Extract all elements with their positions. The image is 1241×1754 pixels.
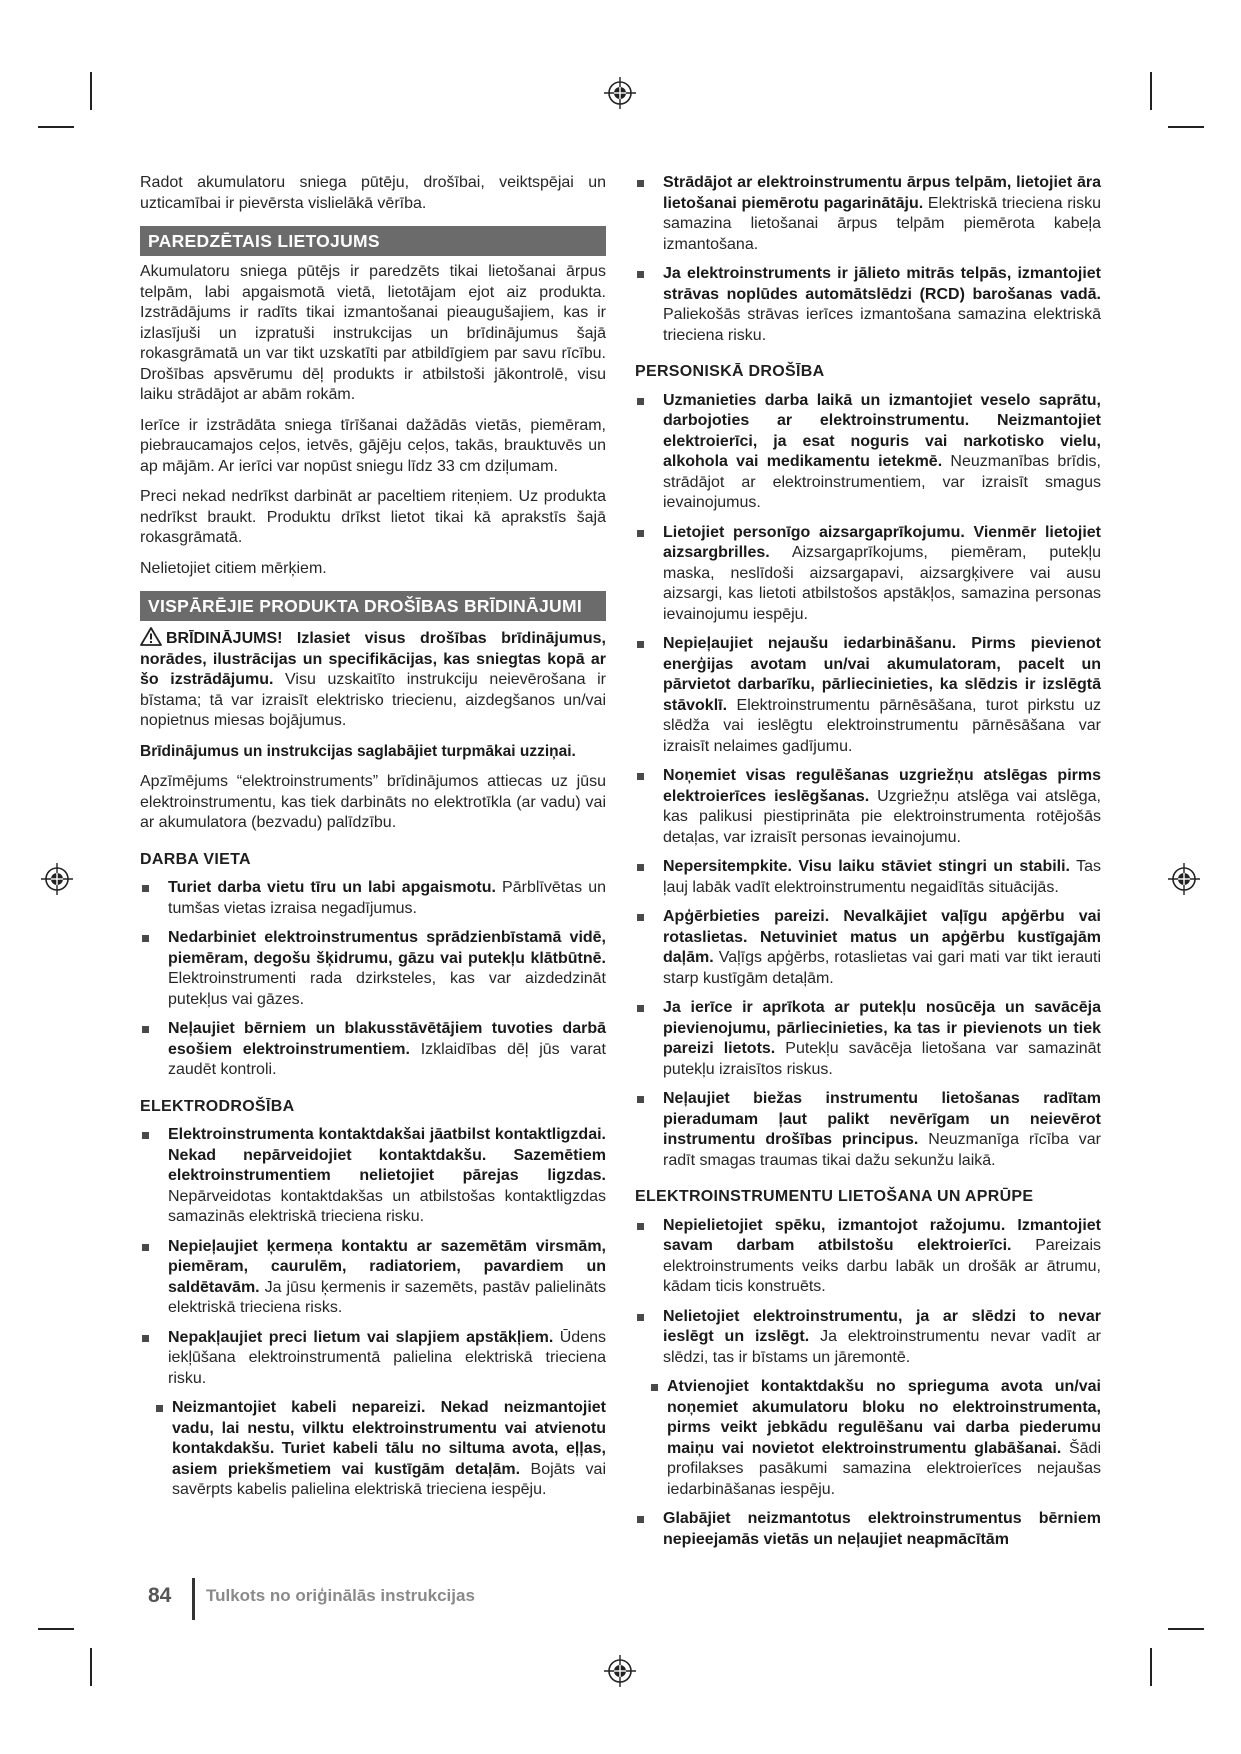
list-item: Nelietojiet elektroinstrumentu, ja ar slēdzi to nevar ieslēgt un izslēgt. Ja elektroinstrumentu nevar vadīt ar slēdzi, tas ir bīstams un jāremontē. [635,1307,1101,1369]
crop-mark [1150,1648,1152,1686]
list-item: Ja elektroinstruments ir jālieto mitrās telpās, izmantojiet strāvas noplūdes automātslēdzi (RCD) barošanas vadā. Paliekošās strāvas ierīces izmantošana samazina elektriskā trieciena risku. [635,264,1101,346]
registration-mark-icon [1167,862,1201,896]
list-item: Nedarbiniet elektroinstrumentus sprādzienbīstamā vidē, piemēram, degošu šķidrumu, gāzu vai putekļu klātbūtnē. Elektroinstrumenti rada dzirksteles, kas var aizdedzināt putekļus vai gāzes. [140,928,606,1010]
list-item: Noņemiet visas regulēšanas uzgriežņu atslēgas pirms elektroierīces ieslēgšanas. Uzgriežņu atslēga vai atslēga, kas palikusi piestiprināta pie elektroinstrumenta rotējošās detaļas, var izraisīt personas ievainojumu. [635,766,1101,848]
list-item: Strādājot ar elektroinstrumentu ārpus telpām, lietojiet āra lietošanai piemērotu pagarinātāju. Elektriskā trieciena risku samazina lietošanai ārpus telpām piemērota kabeļa izmantošana. [635,173,1101,255]
registration-mark-icon [603,76,637,110]
registration-mark-icon [40,862,74,896]
crop-mark [90,1648,92,1686]
work-area-list [140,878,606,1081]
left-column [140,173,606,1510]
section-heading-intended-use: PAREDZĒTAIS LIETOJUMS [140,226,606,256]
warning-paragraph [140,627,606,732]
crop-mark [38,126,74,128]
list-item: Uzmanieties darba laikā un izmantojiet veselo saprātu, darbojoties ar elektroinstrumentu. Neizmantojiet elektroierīci, ja esat noguris vai narkotisko vielu, alkohola vai medikamentu ietekmē. Neuzmanības brīdis, strādājot ar elektroinstrumentiem, var izraisīt smagus ievainojumus. [635,391,1101,514]
registration-mark-icon [603,1654,637,1688]
warning-text: Visu uzskaitīto instrukciju neievērošana ir bīstama; tā var izraisīt elektrisko triecienu, aizdegšanos un/vai nopietnus miesas bojājumus. [140,671,607,729]
list-item: Glabājiet neizmantotus elektroinstrumentus bērniem nepieejamās vietās un neļaujiet neapmācītām [635,1509,1101,1550]
tool-use-list [635,1216,1101,1551]
list-item: Atvienojiet kontaktdakšu no sprieguma avota un/vai noņemiet akumulatoru bloku no elektroinstrumenta, pirms veikt jebkādu regulēšanu vai darba piederumu maiņu vai novietot elektroinstrumentu glabāšanai. Šādi profilakses pasākumi samazina elektroierīces nejaušas iedarbināšanas iespēju. [649,1377,1101,1500]
save-note: Brīdinājumus un instrukcijas saglabājiet turpmākai uzziņai. [140,742,576,760]
body-paragraph: Ierīce ir izstrādāta sniega tīrīšanai dažādās vietās, piemēram, piebraucamajos ceļos, ietvēs, gājēju ceļos, takās, brauktuvēs un ap mājām. Ar ierīci var nopūst sniegu līdz 33 cm dziļumam. [140,416,606,475]
list-item: Neļaujiet biežas instrumentu lietošanas radītam pieradumam ļaut palikt nevērīgam un neievērot instrumentu drošības principus. Neuzmanīga rīcība var radīt smagas traumas tikai dažu sekunžu laikā. [635,1089,1101,1171]
electrical-safety-list-continued [635,173,1101,346]
intro-paragraph: Radot akumulatoru sniega pūtēju, drošībai, veiktspējai un uzticamībai ir pievērsta vislielākā vērība. [140,174,606,212]
list-item: Nepersitempkite. Visu laiku stāviet stingri un stabili. Tas ļauj labāk vadīt elektroinstrumentu negaidītās situācijās. [635,857,1101,898]
body-paragraph: Preci nekad nedrīkst darbināt ar paceltiem riteņiem. Uz produkta nedrīkst braukt. Produktu drīkst lietot tikai kā aprakstīs šajā rokasgrāmatā. [140,488,606,546]
subheading-tool-use-and-care: ELEKTROINSTRUMENTU LIETOŠANA UN APRŪPE [635,1188,1034,1205]
warning-bold: BRĪDINĀJUMS! Izlasiet visus drošības brīdinājumus, norādes, ilustrācijas un specifikācijas, kas sniegtas kopā ar šo izstrādājumu. [140,630,606,688]
personal-safety-list [635,391,1101,1172]
list-item: Neļaujiet bērniem un blakusstāvētājiem tuvoties darbā esošiem elektroinstrumentiem. Izklaidības dēļ jūs varat zaudēt kontroli. [140,1019,606,1081]
crop-mark [38,1628,74,1630]
page-number: 84 [148,1584,172,1607]
list-item: Nepieļaujiet nejaušu iedarbināšanu. Pirms pievienot enerģijas avotam un/vai akumulatoram, pacelt un pārvietot darbarīku, pārliecinieties, ka slēdzis ir izslēgtā stāvoklī. Elektroinstrumentu pārnēsāšana, turot pirkstu uz slēdža vai ieslēgtu elektroinstrumentu pārnēsāšana var izraisīt nelaimes gadījumu. [635,634,1101,757]
body-paragraph: Akumulatoru sniega pūtējs ir paredzēts tikai lietošanai ārpus telpām, labi apgaismotā vietā, lietotājam ejot aiz produkta. Izstrādājums ir radīts tikai izmantošanai pieaugušajiem, kas ir izlasījuši un izpratuši instrukcijas un brīdinājumus šajā rokasgrāmatā un var tikt uzskatīti par atbildīgiem par savu rīcību. Drošības apsvērumu dēļ produkts ir atbilstoši jākontrolē, visu laiku strādājot ar abām rokām. [140,263,606,403]
subheading-work-area: DARBA VIETA [140,850,251,868]
warning-triangle-icon [140,627,162,646]
subheading-personal-safety: PERSONISKĀ DROŠĪBA [635,363,825,380]
electrical-safety-list [140,1125,606,1501]
right-column [635,173,1101,1559]
list-item: Lietojiet personīgo aizsargaprīkojumu. Vienmēr lietojiet aizsargbrilles. Aizsargaprīkojums, piemēram, putekļu maska, neslīdoši aizsargapavi, aizsargķivere vai ausu aizsargi, kas lietoti atbilstošos apstākļos, samazina personas ievainojumu iespēju. [635,523,1101,626]
list-item: Elektroinstrumenta kontaktdakšai jāatbilst kontaktligzdai. Nekad nepārveidojiet kontaktdakšu. Sazemētiem elektroinstrumentiem nelietojiet pārejas ligzdas. Nepārveidotas kontaktdakšas un atbilstošas kontaktligzdas samazinās elektriskā trieciena risku. [140,1125,606,1228]
list-item: Turiet darba vietu tīru un labi apgaismotu. Pārblīvētas un tumšas vietas izraisa negadījumus. [140,878,606,919]
crop-mark [1168,126,1204,128]
body-paragraph: Nelietojiet citiem mērķiem. [140,559,327,577]
crop-mark [1168,1628,1204,1630]
list-item: Apģērbieties pareizi. Nevalkājiet vaļīgu apģērbu vai rotaslietas. Netuviniet matus un apģērbu kustīgajām daļām. Vaļīgs apģērbs, rotaslietas vai gari mati var tikt ierauti starp kustīgām detaļām. [635,907,1101,989]
footer-divider [192,1578,195,1620]
subheading-electrical-safety: ELEKTRODROŠĪBA [140,1097,295,1115]
list-item: Neizmantojiet kabeli nepareizi. Nekad neizmantojiet vadu, lai nestu, vilktu elektroinstrumentu vai atvienotu kontakdakšu. Turiet kabeli tālu no siltuma avota, eļļas, asiem priekšmetiem vai kustīgām detaļām. Bojāts vai savērpts kabelis palielina elektriskā trieciena iespēju. [154,1398,606,1501]
crop-mark [1150,72,1152,110]
list-item: Nepieļaujiet ķermeņa kontaktu ar sazemētām virsmām, piemēram, caurulēm, radiatoriem, pavardiem un saldētavām. Ja jūsu ķermenis ir sazemēts, pastāv palielināts elektriskā trieciena risks. [140,1237,606,1319]
list-item: Ja ierīce ir aprīkota ar putekļu nosūcēja un savācēja pievienojumu, pārliecinieties, ka tas ir pievienots un tiek pareizi lietots. Putekļu savācēja lietošana var samazināt putekļu izraisītos riskus. [635,998,1101,1080]
body-paragraph: Apzīmējums “elektroinstruments” brīdinājumos attiecas uz jūsu elektroinstrumentu, kas tiek darbināts no elektrotīkla (ar vadu) vai ar akumulatora (bezvadu) palīdzību. [140,773,606,831]
list-item: Nepakļaujiet preci lietum vai slapjiem apstākļiem. Ūdens iekļūšana elektroinstrumentā palielina elektriskā trieciena risku. [140,1328,606,1390]
footer-text: Tulkots no oriģinālās instrukcijas [206,1586,475,1605]
crop-mark [90,72,92,110]
list-item: Nepielietojiet spēku, izmantojot ražojumu. Izmantojiet savam darbam atbilstošu elektroierīci. Pareizais elektroinstruments veiks darbu labāk un drošāk ar ātrumu, kādam ticis konstruēts. [635,1216,1101,1298]
section-heading-general-safety: VISPĀRĒJIE PRODUKTA DROŠĪBAS BRĪDINĀJUMI [140,591,606,621]
